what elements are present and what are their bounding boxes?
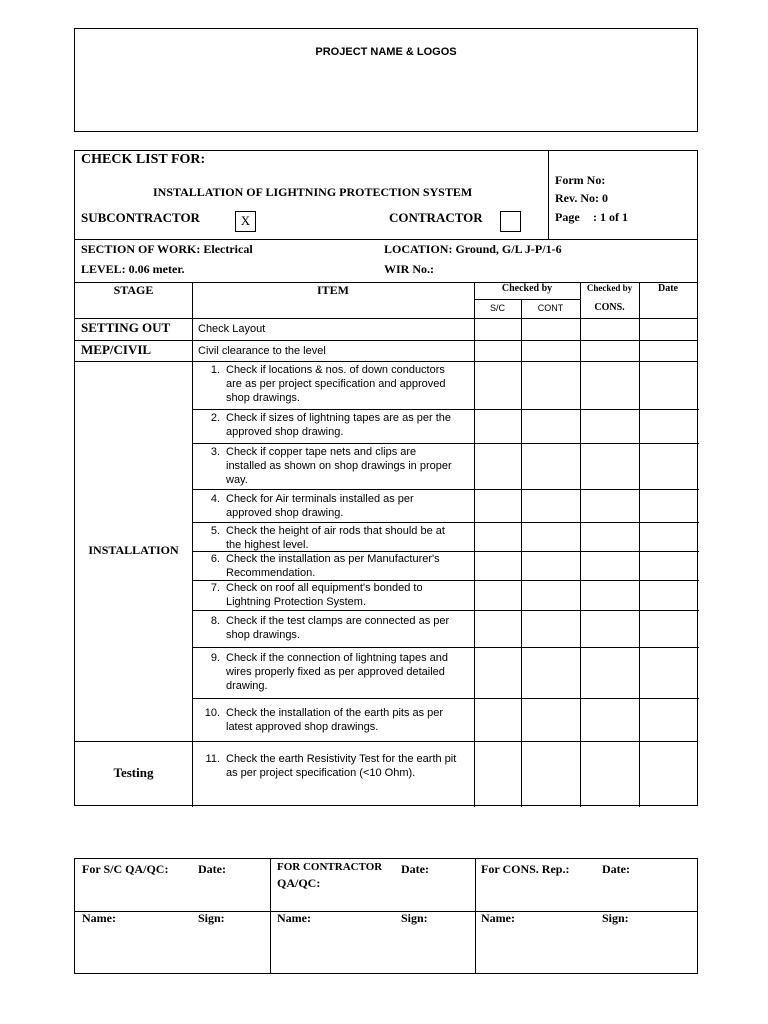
checklist-title: INSTALLATION OF LIGHTNING PROTECTION SYSTEM (153, 185, 473, 199)
item-text: Check the earth Resistivity Test for the earth pit as per project specification (<10 Ohm). (226, 753, 457, 779)
project-header-box (74, 28, 698, 132)
sc-name-label: Name: (82, 911, 116, 925)
location: LOCATION: Ground, G/L J-P/1-6 (384, 242, 562, 256)
stage-mep-civil: MEP/CIVIL (81, 342, 152, 357)
item-civil-clearance: Civil clearance to the level (198, 345, 326, 357)
item-text: Check the height of air rods that should be at the highest level. (226, 525, 445, 551)
contractor-qaqc-label-2: QA/QC: (277, 876, 321, 890)
cons-name-label: Name: (481, 911, 515, 925)
date-header: Date (658, 283, 678, 294)
item-number: 5. (210, 525, 220, 537)
item-number: 6. (210, 553, 220, 565)
item-text: Check the installation as per Manufacturer's Recommendation. (226, 553, 440, 579)
item-text: Check the installation of the earth pits as per latest approved shop drawings. (226, 707, 444, 733)
cont-header: CONT (537, 303, 564, 313)
level: LEVEL: 0.06 meter. (81, 262, 185, 276)
cons-rep-label: For CONS. Rep.: (481, 862, 570, 876)
page-label: Page (555, 210, 580, 224)
contractor-qaqc-label-1: FOR CONTRACTOR (277, 861, 383, 873)
signoff-table (74, 858, 698, 974)
wir-no: WIR No.: (384, 262, 434, 276)
checklist-for-label: CHECK LIST FOR: (81, 152, 206, 167)
item-number: 2. (210, 412, 220, 424)
stage-setting-out: SETTING OUT (81, 320, 171, 335)
item-text: Check on roof all equipment's bonded to Lightning Protection System. (226, 582, 423, 608)
item-number: 7. (210, 582, 220, 594)
item-text: Check for Air terminals installed as per approved shop drawing. (226, 493, 414, 519)
item-text: Check if the connection of lightning tapes and wires properly fixed as per approved detailed drawing. (226, 652, 448, 692)
item-number: 11. (205, 753, 220, 765)
item-check-layout: Check Layout (198, 323, 266, 335)
contractor-checkbox[interactable] (500, 211, 521, 232)
item-number: 4. (210, 493, 220, 505)
sc-date-label: Date: (198, 862, 226, 876)
item-text: Check if the test clamps are connected as per shop drawings. (226, 615, 450, 641)
cons-date-label: Date: (602, 862, 630, 876)
rev-no: Rev. No: 0 (555, 191, 608, 205)
cons-sign-label: Sign: (602, 911, 629, 925)
item-text: Check if sizes of lightning tapes are as per the approved shop drawing. (226, 412, 452, 438)
subcontractor-checkbox[interactable]: X (235, 211, 256, 232)
stage-installation: INSTALLATION (88, 543, 179, 557)
contractor-date-label: Date: (401, 862, 429, 876)
contractor-sign-label: Sign: (401, 911, 428, 925)
section-of-work: SECTION OF WORK: Electrical (81, 242, 253, 256)
item-text: Check if locations & nos. of down conductors are as per project specification and approved shop drawings. (226, 364, 446, 404)
item-number: 3. (210, 446, 220, 458)
checked-by-cons-header: Checked by (586, 283, 633, 293)
stage-header: STAGE (113, 283, 154, 297)
cons-header: CONS. (594, 302, 625, 313)
item-number: 1. (210, 364, 220, 376)
form-no: Form No: (555, 173, 606, 187)
checklist-form (74, 150, 698, 806)
page-value: : 1 of 1 (593, 210, 628, 224)
item-header: ITEM (316, 283, 349, 297)
project-name-logos: PROJECT NAME & LOGOS (315, 46, 457, 58)
item-number: 8. (210, 615, 220, 627)
contractor-name-label: Name: (277, 911, 311, 925)
item-text: Check if copper tape nets and clips are installed as shown on shop drawings in proper way. (226, 446, 452, 486)
item-number: 9. (210, 652, 220, 664)
sc-qaqc-label: For S/C QA/QC: (82, 862, 169, 876)
sc-header: S/C (489, 303, 505, 313)
sc-sign-label: Sign: (198, 911, 225, 925)
contractor-label: CONTRACTOR (389, 210, 483, 225)
subcontractor-label: SUBCONTRACTOR (81, 210, 200, 225)
checked-by-header: Checked by (501, 283, 553, 294)
stage-testing: Testing (113, 765, 154, 780)
item-number: 10. (204, 707, 220, 719)
